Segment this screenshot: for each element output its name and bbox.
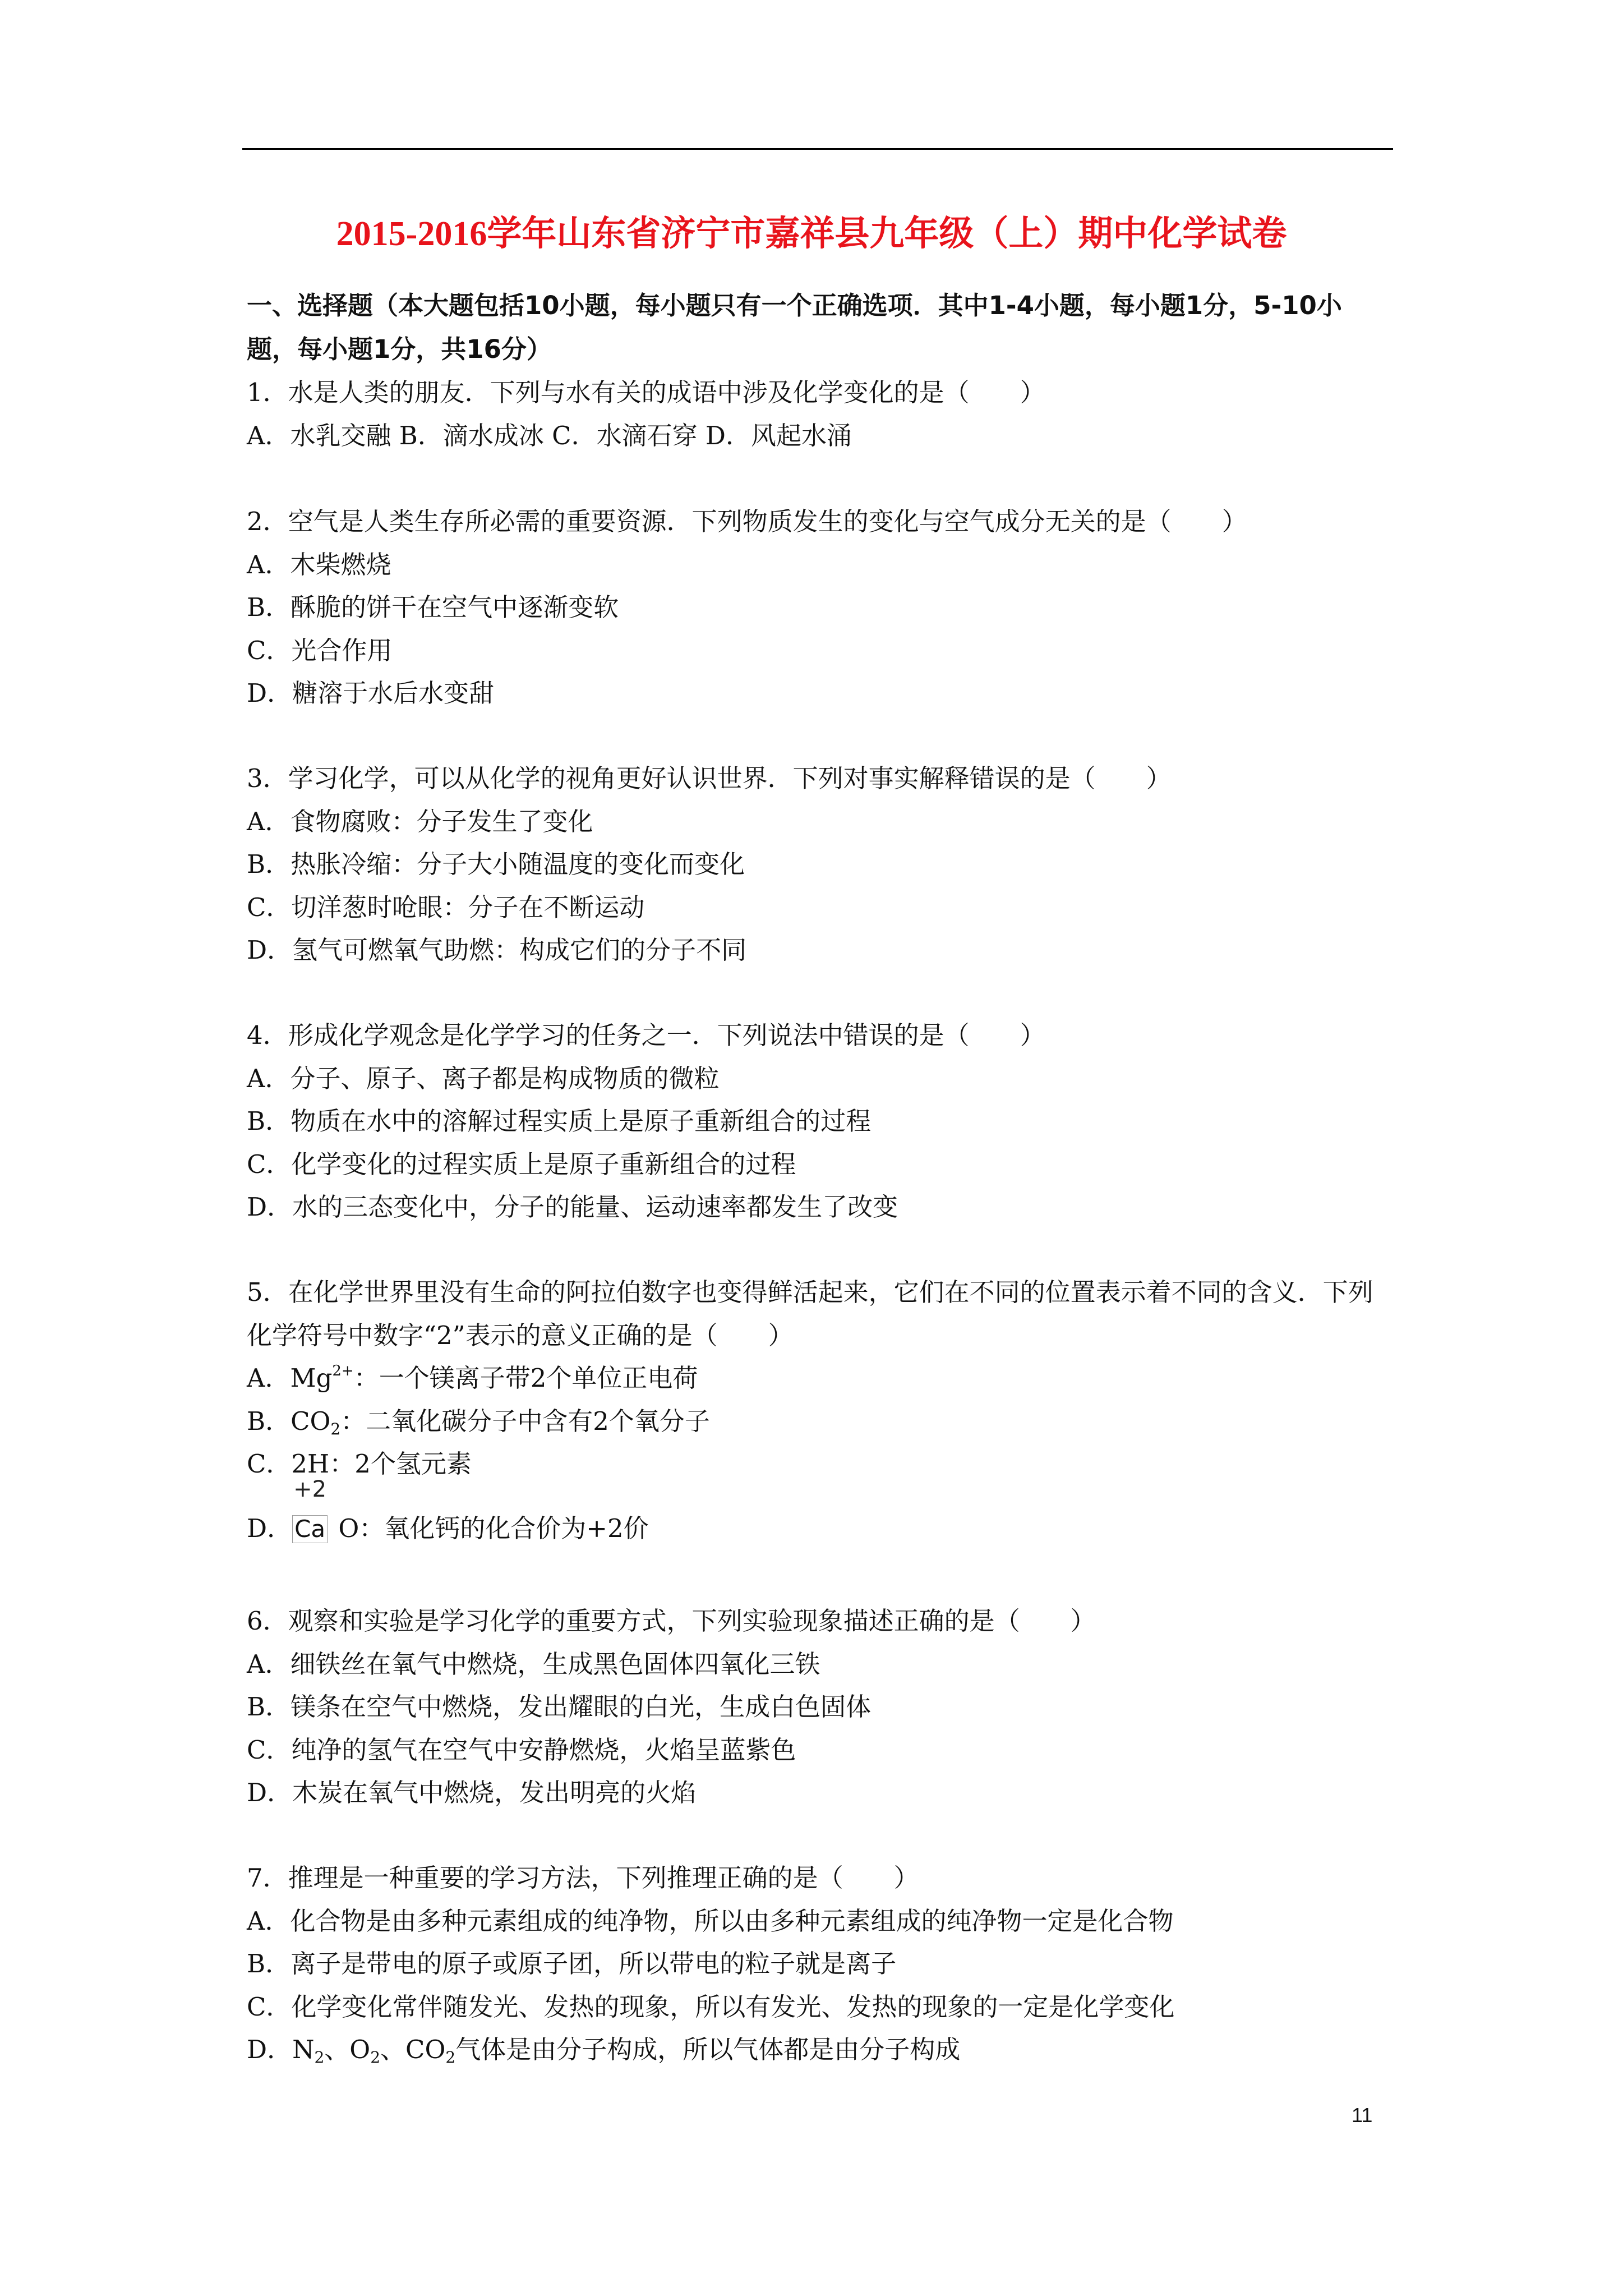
page-number: 11: [1352, 2104, 1373, 2127]
element-symbol: Ca: [292, 1515, 328, 1543]
question-stem: 4．形成化学观念是化学学习的任务之一．下列说法中错误的是（ ）: [247, 1020, 1045, 1050]
option-b: B．物质在水中的溶解过程实质上是原子重新组合的过程: [247, 1106, 872, 1136]
option-a: [247, 1357, 1391, 1400]
question-stem: 7．推理是一种重要的学习方法，下列推理正确的是（ ）: [247, 1863, 919, 1893]
option-d: [247, 2028, 1391, 2072]
option-a: A．化合物是由多种元素组成的纯净物，所以由多种元素组成的纯净物一定是化合物: [247, 1906, 1174, 1936]
option-c: C．2H：2个氢元素: [247, 1449, 472, 1479]
option-a-prefix: A．Mg: [247, 1363, 333, 1393]
option-b: [247, 1400, 1391, 1443]
subscript: 2: [445, 2048, 456, 2067]
option-b-text: ：二氧化碳分子中含有2个氧分子: [340, 1406, 710, 1436]
formula-part: 、O: [324, 2035, 371, 2064]
option-b: B．酥脆的饼干在空气中逐渐变软: [247, 592, 619, 622]
option-b: B．镁条在空气中燃烧，发出耀眼的白光，生成白色固体: [247, 1692, 872, 1722]
option-b: B．离子是带电的原子或原子团，所以带电的粒子就是离子: [247, 1949, 897, 1978]
option-c: C．切洋葱时呛眼：分子在不断运动: [247, 892, 645, 922]
ion-charge: 2+: [332, 1363, 354, 1379]
page-title: 2015-2016学年山东省济宁市嘉祥县九年级（上）期中化学试卷: [336, 215, 1287, 253]
question-stem: 1．水是人类的朋友．下列与水有关的成语中涉及化学变化的是（ ）: [247, 378, 1045, 407]
question-7: [247, 1857, 1391, 2072]
subscript: 2: [330, 1419, 341, 1438]
option-b-prefix: B．CO: [247, 1406, 331, 1436]
option-d: D．水的三态变化中，分子的能量、运动速率都发生了改变: [247, 1192, 898, 1222]
option-c: C．光合作用: [247, 635, 393, 665]
question-1: [247, 371, 1391, 457]
subscript: 2: [314, 2048, 325, 2067]
valence-number: +2: [293, 1476, 327, 1502]
subscript: 2: [370, 2048, 381, 2067]
question-stem: 5．在化学世界里没有生命的阿拉伯数字也变得鲜活起来，它们在不同的位置表示着不同的含义．下列化学符号中数字“2”表示的意义正确的是（ ）: [247, 1277, 1373, 1350]
valence-notation: [292, 1476, 330, 1550]
question-stem: 3．学习化学，可以从化学的视角更好认识世界．下列对事实解释错误的是（ ）: [247, 763, 1172, 793]
question-3: [247, 757, 1391, 972]
option-a: A．木柴燃烧: [247, 549, 391, 579]
option-d: D．氢气可燃氧气助燃：构成它们的分子不同: [247, 935, 747, 965]
option-d-text: 气体是由分子构成，所以气体都是由分子构成: [455, 2035, 961, 2064]
option-d-prefix: D．: [247, 1513, 293, 1543]
question-stem: 2．空气是人类生存所必需的重要资源．下列物质发生的变化与空气成分无关的是（ ）: [247, 507, 1247, 536]
formula-part: 、CO: [380, 2035, 446, 2064]
option-b: B．热胀冷缩：分子大小随温度的变化而变化: [247, 849, 745, 879]
option-c: C．化学变化的过程实质上是原子重新组合的过程: [247, 1149, 796, 1179]
section-heading: 一、选择题（本大题包括10小题，每小题只有一个正确选项．其中1-4小题，每小题1分，5-10小题，每小题1分，共16分）: [247, 291, 1342, 364]
formula-part: D．N: [247, 2035, 315, 2064]
option-a: A．分子、原子、离子都是构成物质的微粒: [247, 1063, 720, 1093]
option-a: A．食物腐败：分子发生了变化: [247, 806, 593, 836]
option-d: [247, 1476, 1391, 1550]
option-d: D．木炭在氧气中燃烧，发出明亮的火焰: [247, 1778, 697, 1807]
header-rule: [242, 148, 1393, 150]
option-a: A．细铁丝在氧气中燃烧，生成黑色固体四氧化三铁: [247, 1649, 820, 1679]
question-6: [247, 1600, 1391, 1815]
question-2: [247, 500, 1391, 715]
option-c: C．纯净的氢气在空气中安静燃烧，火焰呈蓝紫色: [247, 1734, 796, 1765]
question-options: A．水乳交融 B．滴水成冰 C．水滴石穿 D．风起水涌: [247, 420, 852, 450]
option-d: D．糖溶于水后水变甜: [247, 678, 495, 708]
question-4: [247, 1014, 1391, 1229]
option-d-text: O：氧化钙的化合价为+2价: [338, 1513, 649, 1543]
option-a-text: ：一个镁离子带2个单位正电荷: [353, 1363, 698, 1393]
option-c: C．化学变化常伴随发光、发热的现象，所以有发光、发热的现象的一定是化学变化: [247, 1991, 1175, 2022]
question-stem: 6．观察和实验是学习化学的重要方式，下列实验现象描述正确的是（ ）: [247, 1606, 1096, 1636]
question-5: [247, 1271, 1391, 1550]
